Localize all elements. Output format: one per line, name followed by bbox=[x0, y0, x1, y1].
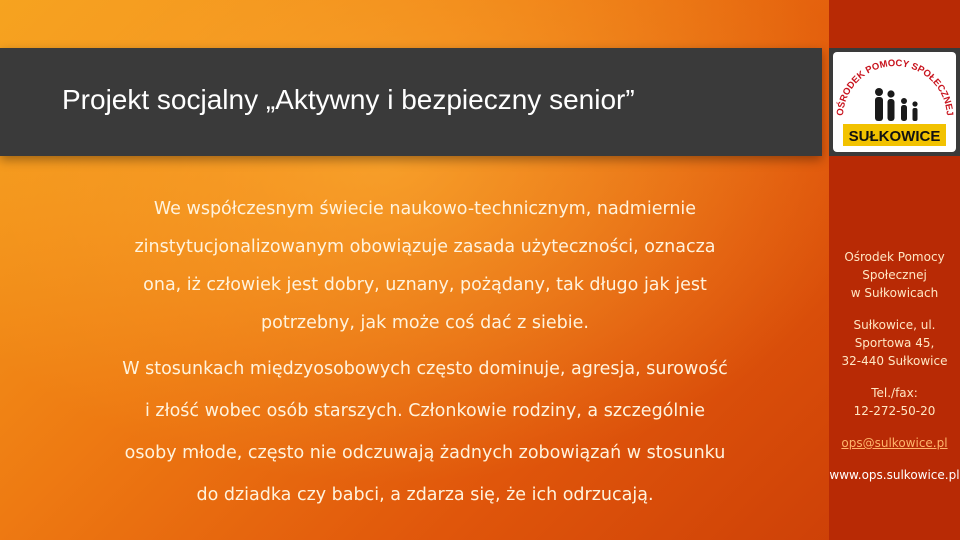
phone bbox=[829, 384, 960, 420]
org-line: Ośrodek Pomocy bbox=[844, 250, 945, 264]
slide-body bbox=[40, 190, 810, 516]
text-line: potrzebny, jak może coś dać z siebie. bbox=[261, 313, 589, 333]
text-line: osoby młode, często nie odczuwają żadnych zobowiązań w stosunku bbox=[124, 443, 726, 463]
address-line: Sportowa 45, bbox=[854, 336, 935, 350]
text-line: do dziadka czy babci, a zdarza się, że ich odrzucają. bbox=[196, 485, 654, 505]
text-line: We współczesnym świecie naukowo-technicznym, nadmiernie bbox=[153, 199, 697, 219]
phone-number: 12-272-50-20 bbox=[853, 404, 936, 418]
paragraph-2 bbox=[40, 348, 810, 516]
text-line: W stosunkach międzyosobowych często dominuje, agresja, surowość bbox=[122, 359, 728, 379]
text-line: ona, iż człowiek jest dobry, uznany, pożądany, tak długo jak jest bbox=[143, 275, 707, 295]
org-line: Społecznej bbox=[862, 268, 927, 282]
website-link[interactable]: www.ops.sulkowice.pl bbox=[829, 468, 960, 482]
logo-banner-text: SUŁKOWICE bbox=[848, 128, 941, 145]
org-name bbox=[829, 248, 960, 302]
logo bbox=[829, 48, 960, 156]
ops-logo bbox=[829, 48, 960, 156]
contact-info bbox=[829, 248, 960, 484]
address bbox=[829, 316, 960, 370]
email-link[interactable]: ops@sulkowice.pl bbox=[841, 436, 948, 450]
slide-title: Projekt socjalny „Aktywny i bezpieczny senior” bbox=[62, 84, 635, 115]
address-line: Sułkowice, ul. bbox=[853, 318, 936, 332]
text-line: i złość wobec osób starszych. Członkowie rodziny, a szczególnie bbox=[145, 401, 705, 421]
address-line: 32-440 Sułkowice bbox=[841, 354, 948, 368]
paragraph-1 bbox=[40, 190, 810, 342]
org-line: w Sułkowicach bbox=[850, 286, 939, 300]
text-line: zinstytucjonalizowanym obowiązuje zasada użyteczności, oznacza bbox=[134, 237, 716, 257]
logo-arc-text: OŚRODEK POMOCY SPOŁECZNEJ bbox=[834, 57, 955, 117]
phone-label: Tel./fax: bbox=[871, 386, 918, 400]
